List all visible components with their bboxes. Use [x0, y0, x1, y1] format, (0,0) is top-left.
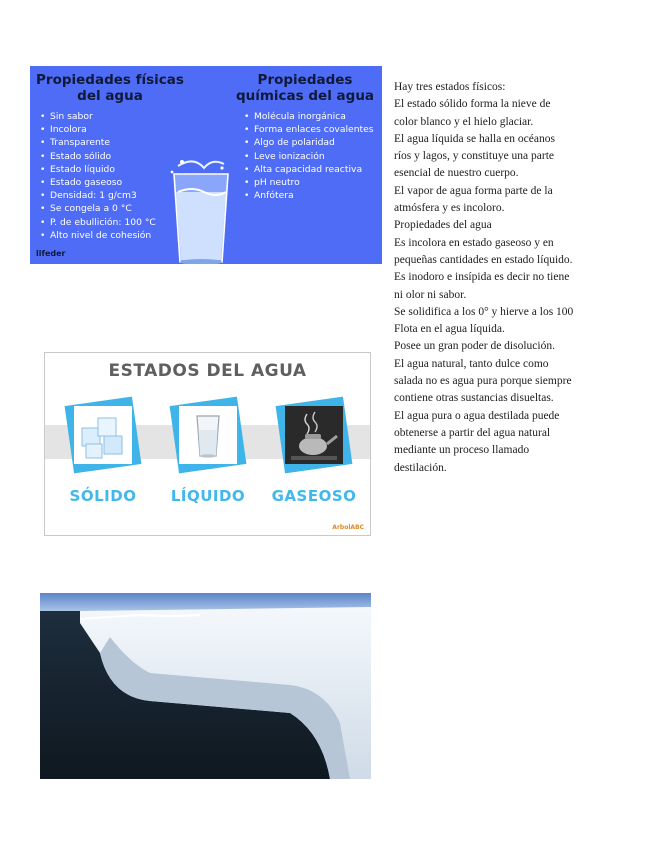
text-line: El agua natural, tanto dulce como	[394, 357, 549, 370]
list-item: • Leve ionización	[244, 150, 374, 163]
text-line: salada no es agua pura porque siempre	[394, 375, 572, 388]
text-line: atmósfera y es incoloro.	[394, 202, 505, 215]
text-line: Posee un gran poder de disolución.	[394, 340, 555, 353]
text-line: Flota en el agua líquida.	[394, 323, 505, 336]
ice-cubes-icon	[74, 406, 132, 464]
brand-logo: ArbolABC	[332, 524, 364, 531]
text-line: pequeñas cantidades en estado líquido.	[394, 253, 573, 266]
text-line: ni olor ni sabor.	[394, 288, 467, 301]
text-line: color blanco y el hielo glaciar.	[394, 115, 534, 128]
text-line: Es inodoro e insípida es decir no tiene	[394, 271, 570, 284]
list-item: • Anfótera	[244, 189, 374, 202]
list-item: • Densidad: 1 g/cm3	[40, 189, 156, 202]
chemical-properties-list	[244, 110, 374, 202]
list-item: • Incolora	[40, 123, 156, 136]
text-line: El estado sólido forma la nieve de	[394, 98, 551, 111]
text-line: ríos y lagos, y constituye una parte	[394, 150, 555, 163]
text-line: esencial de nuestro cuerpo.	[394, 167, 519, 180]
body-text	[394, 79, 644, 477]
text-line: Es incolora en estado gaseoso y en	[394, 236, 554, 249]
brand-logo: lifeder	[36, 249, 66, 258]
states-of-water-card	[44, 352, 371, 536]
text-line: destilación.	[394, 461, 447, 474]
water-glass-illustration	[164, 158, 238, 264]
properties-infographic	[30, 66, 382, 264]
text-line: El agua pura o agua destilada puede	[394, 409, 560, 422]
text-line: El vapor de agua forma parte de la	[394, 184, 553, 197]
text-line: Hay tres estados físicos:	[394, 81, 506, 93]
physical-properties-title: Propiedades físicas del agua	[36, 72, 184, 104]
list-item: • Alto nivel de cohesión	[40, 229, 156, 242]
list-item: • Forma enlaces covalentes	[244, 123, 374, 136]
list-item: • Estado gaseoso	[40, 176, 156, 189]
physical-properties-list	[40, 110, 156, 242]
chemical-properties-title: Propiedades químicas del agua	[235, 72, 375, 104]
gas-label: GASEOSO	[271, 487, 357, 505]
text-line: mediante un proceso llamado	[394, 444, 530, 457]
liquid-label: LÍQUIDO	[170, 487, 246, 505]
list-item: • Se congela a 0 °C	[40, 202, 156, 215]
list-item: • Algo de polaridad	[244, 136, 374, 149]
list-item: • Molécula inorgánica	[244, 110, 374, 123]
list-item: • Sin sabor	[40, 110, 156, 123]
solid-tile	[69, 401, 137, 469]
list-item: • Alta capacidad reactiva	[244, 163, 374, 176]
list-item: • Estado líquido	[40, 163, 156, 176]
text-line: Propiedades del agua	[394, 219, 492, 232]
kettle-icon	[285, 406, 343, 464]
solid-label: SÓLIDO	[69, 487, 137, 505]
list-item: • Transparente	[40, 136, 156, 149]
list-item: • Estado sólido	[40, 150, 156, 163]
gas-tile	[280, 401, 348, 469]
water-glass-icon	[179, 406, 237, 464]
liquid-tile	[174, 401, 242, 469]
list-item: • P. de ebullición: 100 °C	[40, 216, 156, 229]
states-title: ESTADOS DEL AGUA	[108, 361, 307, 381]
text-line: obtenerse a partir del agua natural	[394, 426, 551, 439]
text-line: Se solidifica a los 0° y hierve a los 100	[394, 305, 574, 318]
glacier-photo	[40, 593, 371, 779]
text-line: El agua líquida se halla en océanos	[394, 132, 555, 145]
text-line: contiene otras sustancias disueltas.	[394, 392, 554, 405]
list-item: • pH neutro	[244, 176, 374, 189]
